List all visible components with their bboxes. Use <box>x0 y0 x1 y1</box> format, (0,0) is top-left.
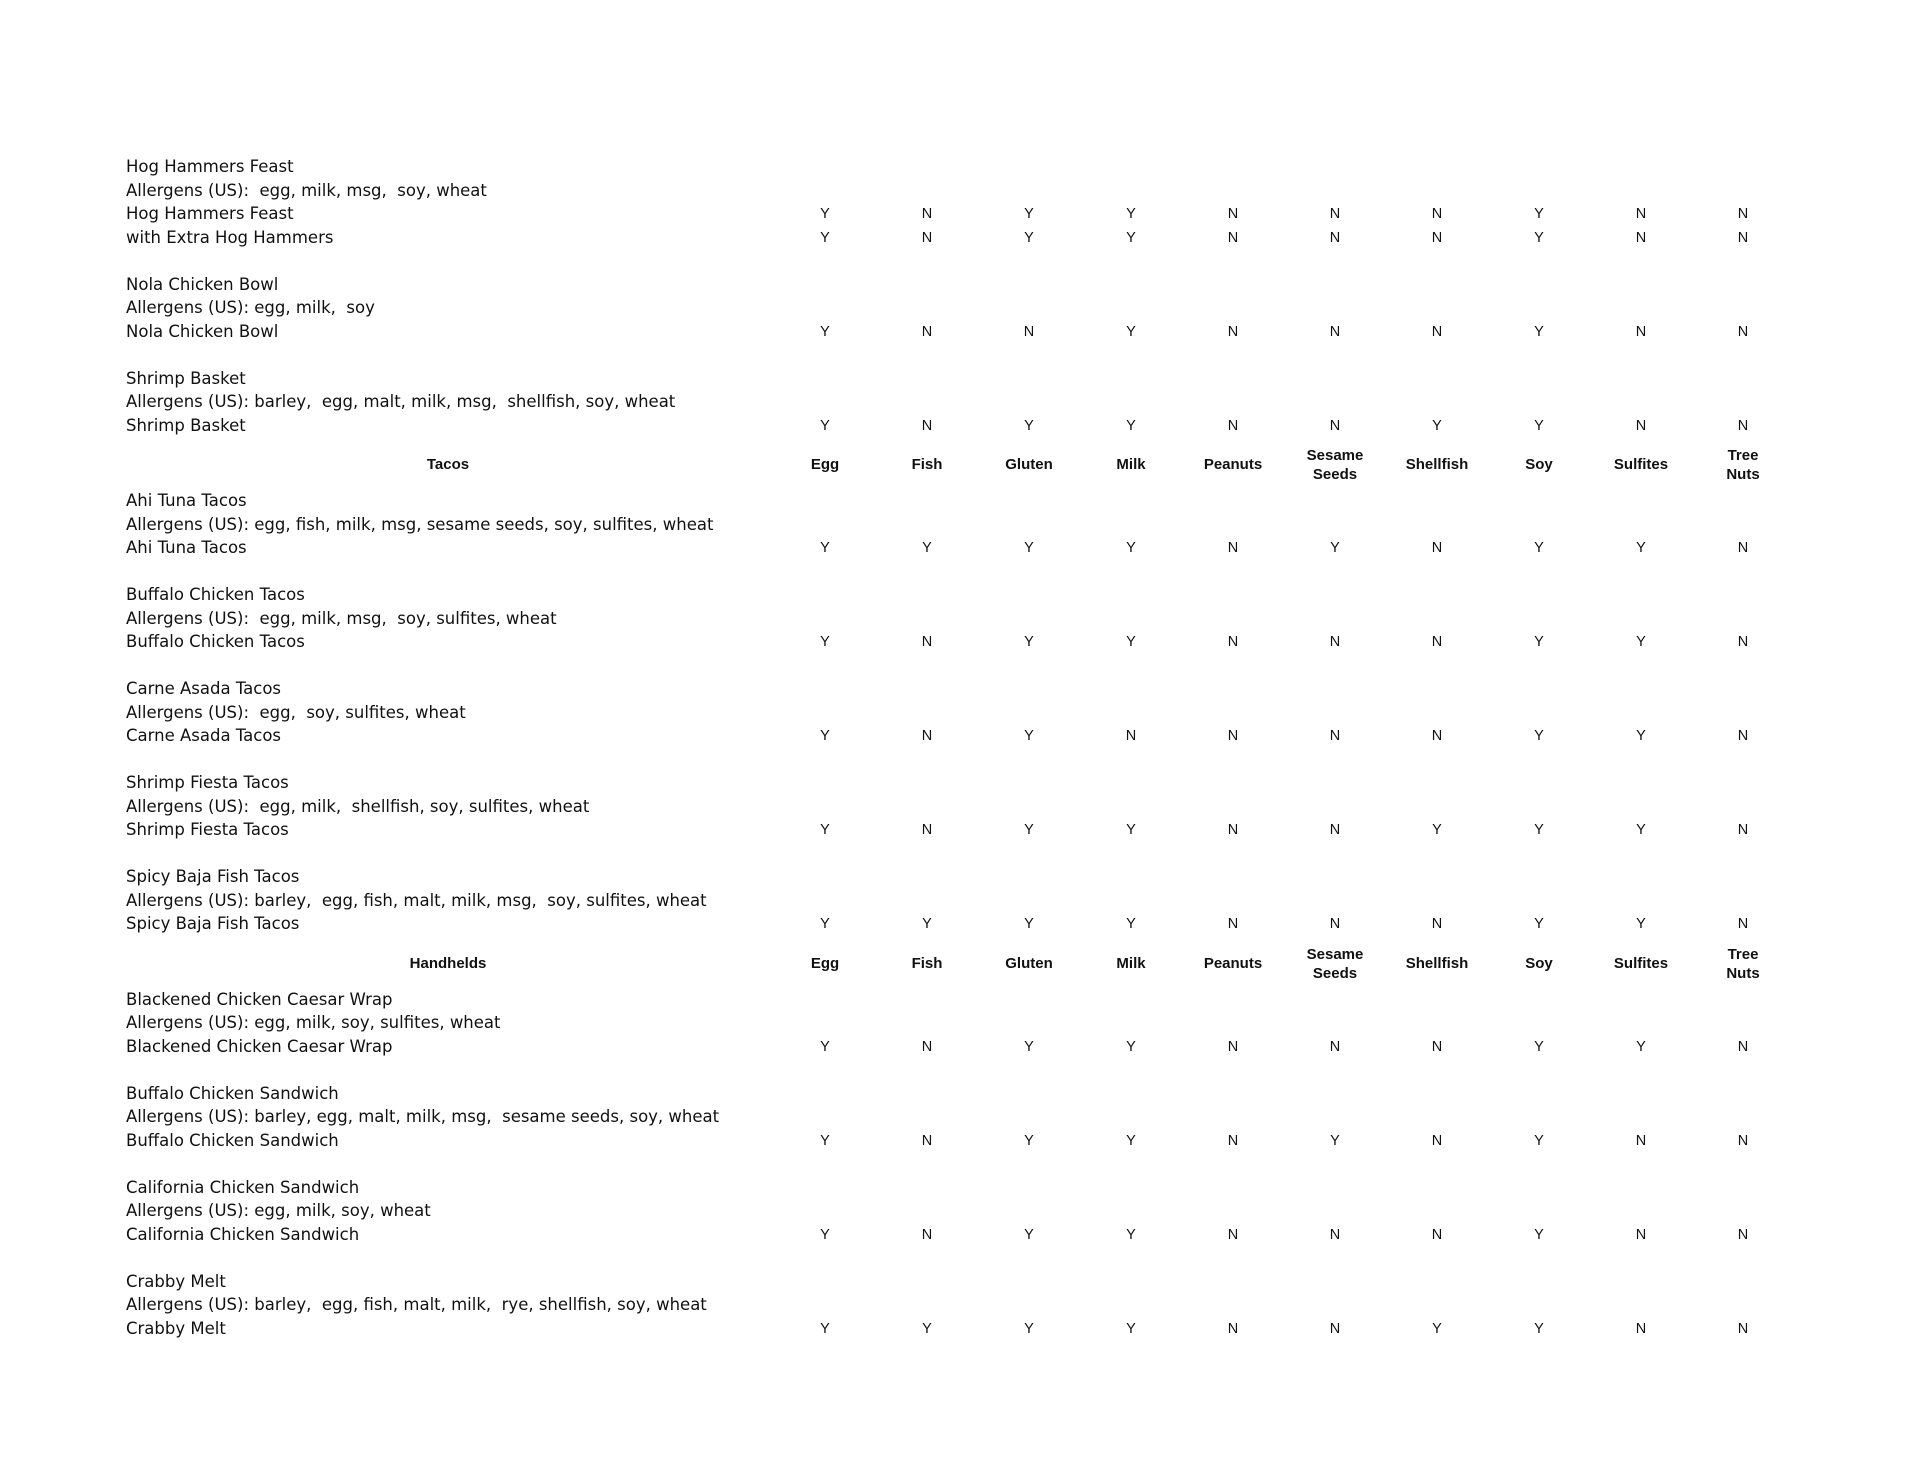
allergen-cell-milk: Y <box>1126 1320 1136 1337</box>
column-header-peanuts: Peanuts <box>1203 954 1263 972</box>
allergen-cell-sulfites: N <box>1635 229 1647 246</box>
allergen-cell-tree-nuts: N <box>1737 323 1749 340</box>
allergen-cell-gluten: Y <box>1024 417 1034 434</box>
allergen-cell-sulfites: N <box>1635 1132 1647 1149</box>
allergen-cell-soy: Y <box>1534 323 1544 340</box>
allergen-cell-fish: N <box>921 1226 933 1243</box>
allergen-cell-egg: Y <box>820 1132 830 1149</box>
item-variant-label: Blackened Chicken Caesar Wrap <box>126 1036 393 1056</box>
allergen-cell-shellfish: N <box>1431 206 1443 222</box>
column-header-sesame-seeds: Sesame Seeds <box>1306 945 1364 982</box>
allergen-cell-tree-nuts: N <box>1737 728 1749 744</box>
allergen-cell-soy: Y <box>1534 229 1544 246</box>
allergen-cell-peanuts: N <box>1227 728 1239 744</box>
allergen-cell-shellfish: N <box>1431 728 1443 744</box>
allergen-cell-fish: N <box>921 1132 933 1149</box>
allergen-cell-shellfish: N <box>1431 634 1443 650</box>
allergen-cell-gluten: Y <box>1024 1320 1034 1337</box>
column-header-gluten: Gluten <box>1005 954 1053 972</box>
item-allergens: Allergens (US): egg, milk, soy <box>126 298 375 317</box>
item-allergens: Allergens (US): egg, soy, sulfites, wheat <box>126 702 466 722</box>
item-variant-label: Carne Asada Tacos <box>126 726 282 745</box>
allergen-cell-fish: N <box>921 728 933 744</box>
allergen-cell-sesame-seeds: N <box>1329 417 1341 434</box>
allergen-cell-peanuts: N <box>1227 1132 1239 1149</box>
allergen-cell-egg: Y <box>820 540 830 556</box>
item-variant-label: with Extra Hog Hammers <box>126 227 334 247</box>
allergen-cell-soy: Y <box>1534 1226 1544 1243</box>
allergen-cell-fish: Y <box>922 1320 932 1337</box>
allergen-cell-sulfites: N <box>1635 206 1647 222</box>
allergen-cell-peanuts: N <box>1227 634 1239 650</box>
allergen-cell-egg: Y <box>820 417 830 434</box>
item-name: Buffalo Chicken Tacos <box>126 585 305 604</box>
allergen-cell-sulfites: Y <box>1636 728 1646 744</box>
allergen-cell-peanuts: N <box>1227 822 1239 838</box>
allergen-cell-milk: Y <box>1126 822 1136 838</box>
item-allergens: Allergens (US): egg, milk, shellfish, soy, sulfites, wheat <box>126 796 590 816</box>
allergen-cell-soy: Y <box>1534 540 1544 556</box>
allergen-cell-gluten: Y <box>1024 634 1034 650</box>
allergen-cell-peanuts: N <box>1227 916 1239 932</box>
allergen-cell-shellfish: Y <box>1432 1320 1442 1337</box>
allergen-cell-sulfites: N <box>1635 1226 1647 1243</box>
allergen-cell-egg: Y <box>820 206 830 222</box>
item-allergens: Allergens (US): egg, milk, soy, sulfites, wheat <box>126 1013 501 1032</box>
allergen-cell-gluten: Y <box>1024 229 1034 246</box>
allergen-cell-gluten: Y <box>1024 916 1034 932</box>
allergen-cell-sesame-seeds: N <box>1329 323 1341 340</box>
allergen-cell-sesame-seeds: N <box>1329 916 1341 932</box>
allergen-cell-egg: Y <box>820 229 830 246</box>
column-header-soy: Soy <box>1525 954 1553 972</box>
allergen-cell-sesame-seeds: N <box>1329 1038 1341 1055</box>
column-header-fish: Fish <box>911 954 943 972</box>
allergen-cell-tree-nuts: N <box>1737 1320 1749 1337</box>
allergen-cell-sesame-seeds: N <box>1329 1226 1341 1243</box>
allergen-cell-sesame-seeds: Y <box>1330 1132 1340 1149</box>
item-name: Shrimp Basket <box>126 368 246 388</box>
allergen-cell-tree-nuts: N <box>1737 916 1749 932</box>
allergen-cell-fish: Y <box>922 916 932 932</box>
column-header-tree-nuts: Tree Nuts <box>1726 447 1760 483</box>
allergen-cell-milk: Y <box>1126 417 1136 434</box>
allergen-cell-sesame-seeds: N <box>1329 822 1341 838</box>
item-variant-label: Crabby Melt <box>126 1318 226 1338</box>
allergen-cell-shellfish: Y <box>1432 417 1442 434</box>
allergen-cell-egg: Y <box>820 728 830 744</box>
allergen-cell-peanuts: N <box>1227 1226 1239 1243</box>
column-header-peanuts: Peanuts <box>1203 456 1263 473</box>
item-name: Carne Asada Tacos <box>126 679 282 698</box>
column-header-tree-nuts: Tree Nuts <box>1726 945 1760 982</box>
allergen-cell-milk: Y <box>1126 323 1136 340</box>
allergen-cell-gluten: Y <box>1024 1226 1034 1243</box>
column-header-milk: Milk <box>1116 954 1146 972</box>
item-allergens: Allergens (US): barley, egg, malt, milk, msg, shellfish, soy, wheat <box>126 392 676 411</box>
item-allergens: Allergens (US): egg, fish, milk, msg, sesame seeds, soy, sulfites, wheat <box>126 514 714 534</box>
allergen-cell-fish: N <box>921 229 933 246</box>
allergen-cell-shellfish: N <box>1431 1038 1443 1055</box>
column-header-milk: Milk <box>1116 456 1146 473</box>
section-header-tacos: Tacos <box>426 456 470 473</box>
item-variant-label: Spicy Baja Fish Tacos <box>126 914 300 933</box>
allergen-cell-milk: Y <box>1126 634 1136 650</box>
item-allergens: Allergens (US): barley, egg, fish, malt, milk, msg, soy, sulfites, wheat <box>126 890 707 910</box>
allergen-cell-peanuts: N <box>1227 229 1239 246</box>
allergen-cell-fish: N <box>921 323 933 340</box>
allergen-cell-shellfish: N <box>1431 1226 1443 1243</box>
allergen-cell-egg: Y <box>820 1320 830 1337</box>
allergen-cell-soy: Y <box>1534 634 1544 650</box>
allergen-cell-peanuts: N <box>1227 206 1239 222</box>
allergen-cell-shellfish: N <box>1431 1132 1443 1149</box>
allergen-cell-soy: Y <box>1534 1320 1544 1337</box>
allergen-cell-soy: Y <box>1534 1038 1544 1055</box>
item-variant-label: California Chicken Sandwich <box>126 1224 360 1244</box>
allergen-cell-milk: Y <box>1126 206 1136 222</box>
item-name: Spicy Baja Fish Tacos <box>126 867 300 886</box>
allergen-cell-shellfish: N <box>1431 229 1443 246</box>
allergen-cell-milk: Y <box>1126 1226 1136 1243</box>
allergen-cell-fish: N <box>921 417 933 434</box>
column-header-egg: Egg <box>810 954 840 972</box>
allergen-cell-sulfites: N <box>1635 1320 1647 1337</box>
item-name: Nola Chicken Bowl <box>126 274 279 294</box>
allergen-cell-milk: Y <box>1126 540 1136 556</box>
allergen-cell-peanuts: N <box>1227 323 1239 340</box>
column-header-egg: Egg <box>810 456 840 473</box>
column-header-fish: Fish <box>911 456 943 473</box>
item-allergens: Allergens (US): barley, egg, malt, milk, msg, sesame seeds, soy, wheat <box>126 1107 720 1126</box>
allergen-cell-gluten: Y <box>1024 728 1034 744</box>
allergen-cell-egg: Y <box>820 822 830 838</box>
item-allergens: Allergens (US): egg, milk, msg, soy, sulfites, wheat <box>126 608 557 628</box>
allergen-cell-gluten: Y <box>1024 822 1034 838</box>
allergen-cell-fish: N <box>921 1038 933 1055</box>
allergen-cell-fish: N <box>921 634 933 650</box>
allergen-cell-tree-nuts: N <box>1737 822 1749 838</box>
allergen-cell-fish: N <box>921 822 933 838</box>
allergen-cell-tree-nuts: N <box>1737 634 1749 650</box>
item-name: Blackened Chicken Caesar Wrap <box>126 989 393 1009</box>
allergen-cell-egg: Y <box>820 634 830 650</box>
allergen-cell-gluten: Y <box>1024 1038 1034 1055</box>
item-name: Buffalo Chicken Sandwich <box>126 1083 339 1103</box>
item-variant-label: Ahi Tuna Tacos <box>126 538 247 557</box>
allergen-cell-tree-nuts: N <box>1737 1038 1749 1055</box>
allergen-cell-gluten: Y <box>1024 540 1034 556</box>
allergen-cell-sulfites: Y <box>1636 1038 1646 1055</box>
allergen-cell-soy: Y <box>1534 822 1544 838</box>
allergen-cell-sesame-seeds: Y <box>1330 540 1340 556</box>
allergen-cell-milk: Y <box>1126 229 1136 246</box>
allergen-cell-soy: Y <box>1534 417 1544 434</box>
allergen-cell-sulfites: Y <box>1636 540 1646 556</box>
allergen-cell-sulfites: Y <box>1636 916 1646 932</box>
item-variant-label: Shrimp Basket <box>126 415 246 435</box>
item-allergens: Allergens (US): egg, milk, soy, wheat <box>126 1201 431 1220</box>
allergen-cell-soy: Y <box>1534 206 1544 222</box>
column-header-sulfites: Sulfites <box>1613 954 1669 972</box>
allergen-cell-tree-nuts: N <box>1737 206 1749 222</box>
allergen-cell-fish: Y <box>922 540 932 556</box>
allergen-cell-milk: Y <box>1126 1132 1136 1149</box>
allergen-cell-peanuts: N <box>1227 1320 1239 1337</box>
allergen-cell-milk: Y <box>1126 1038 1136 1055</box>
column-header-sesame-seeds: Sesame Seeds <box>1306 447 1364 483</box>
allergen-cell-peanuts: N <box>1227 540 1239 556</box>
allergen-cell-sulfites: N <box>1635 417 1647 434</box>
allergen-cell-tree-nuts: N <box>1737 417 1749 434</box>
allergen-cell-egg: Y <box>820 323 830 340</box>
allergen-cell-tree-nuts: N <box>1737 540 1749 556</box>
item-allergens: Allergens (US): barley, egg, fish, malt, milk, rye, shellfish, soy, wheat <box>126 1295 707 1314</box>
allergen-cell-sesame-seeds: N <box>1329 206 1341 222</box>
column-header-shellfish: Shellfish <box>1405 456 1469 473</box>
allergen-cell-shellfish: N <box>1431 916 1443 932</box>
allergen-cell-tree-nuts: N <box>1737 1226 1749 1243</box>
item-variant-label: Buffalo Chicken Tacos <box>126 632 305 651</box>
allergen-cell-milk: Y <box>1126 916 1136 932</box>
item-name: Ahi Tuna Tacos <box>126 491 247 510</box>
section-header-handhelds: Handhelds <box>409 954 487 972</box>
allergen-cell-sesame-seeds: N <box>1329 634 1341 650</box>
allergen-cell-shellfish: Y <box>1432 822 1442 838</box>
item-name: Crabby Melt <box>126 1271 226 1291</box>
column-header-shellfish: Shellfish <box>1405 954 1469 972</box>
allergen-cell-fish: N <box>921 206 933 222</box>
allergen-cell-tree-nuts: N <box>1737 229 1749 246</box>
column-header-soy: Soy <box>1525 456 1553 473</box>
allergen-cell-tree-nuts: N <box>1737 1132 1749 1149</box>
item-allergens: Allergens (US): egg, milk, msg, soy, wheat <box>126 180 487 200</box>
allergen-cell-egg: Y <box>820 916 830 932</box>
column-header-sulfites: Sulfites <box>1613 456 1669 473</box>
item-name: Shrimp Fiesta Tacos <box>126 773 289 792</box>
item-name: California Chicken Sandwich <box>126 1177 360 1197</box>
allergen-cell-egg: Y <box>820 1226 830 1243</box>
allergen-cell-gluten: N <box>1023 323 1035 340</box>
item-variant-label: Shrimp Fiesta Tacos <box>126 820 289 839</box>
item-variant-label: Nola Chicken Bowl <box>126 321 279 341</box>
allergen-cell-sulfites: N <box>1635 323 1647 340</box>
allergen-cell-gluten: Y <box>1024 1132 1034 1149</box>
allergen-cell-sulfites: Y <box>1636 634 1646 650</box>
allergen-cell-milk: N <box>1125 728 1137 744</box>
allergen-cell-sesame-seeds: N <box>1329 728 1341 744</box>
item-name: Hog Hammers Feast <box>126 157 294 176</box>
allergen-cell-soy: Y <box>1534 728 1544 744</box>
allergen-cell-sesame-seeds: N <box>1329 1320 1341 1337</box>
allergen-cell-shellfish: N <box>1431 323 1443 340</box>
allergen-cell-peanuts: N <box>1227 1038 1239 1055</box>
allergen-cell-sulfites: Y <box>1636 822 1646 838</box>
column-header-gluten: Gluten <box>1005 456 1053 473</box>
item-variant-label: Hog Hammers Feast <box>126 204 294 223</box>
item-variant-label: Buffalo Chicken Sandwich <box>126 1130 339 1150</box>
allergen-cell-gluten: Y <box>1024 206 1034 222</box>
allergen-cell-shellfish: N <box>1431 540 1443 556</box>
allergen-cell-soy: Y <box>1534 916 1544 932</box>
allergen-cell-sesame-seeds: N <box>1329 229 1341 246</box>
allergen-cell-soy: Y <box>1534 1132 1544 1149</box>
allergen-cell-peanuts: N <box>1227 417 1239 434</box>
allergen-cell-egg: Y <box>820 1038 830 1055</box>
